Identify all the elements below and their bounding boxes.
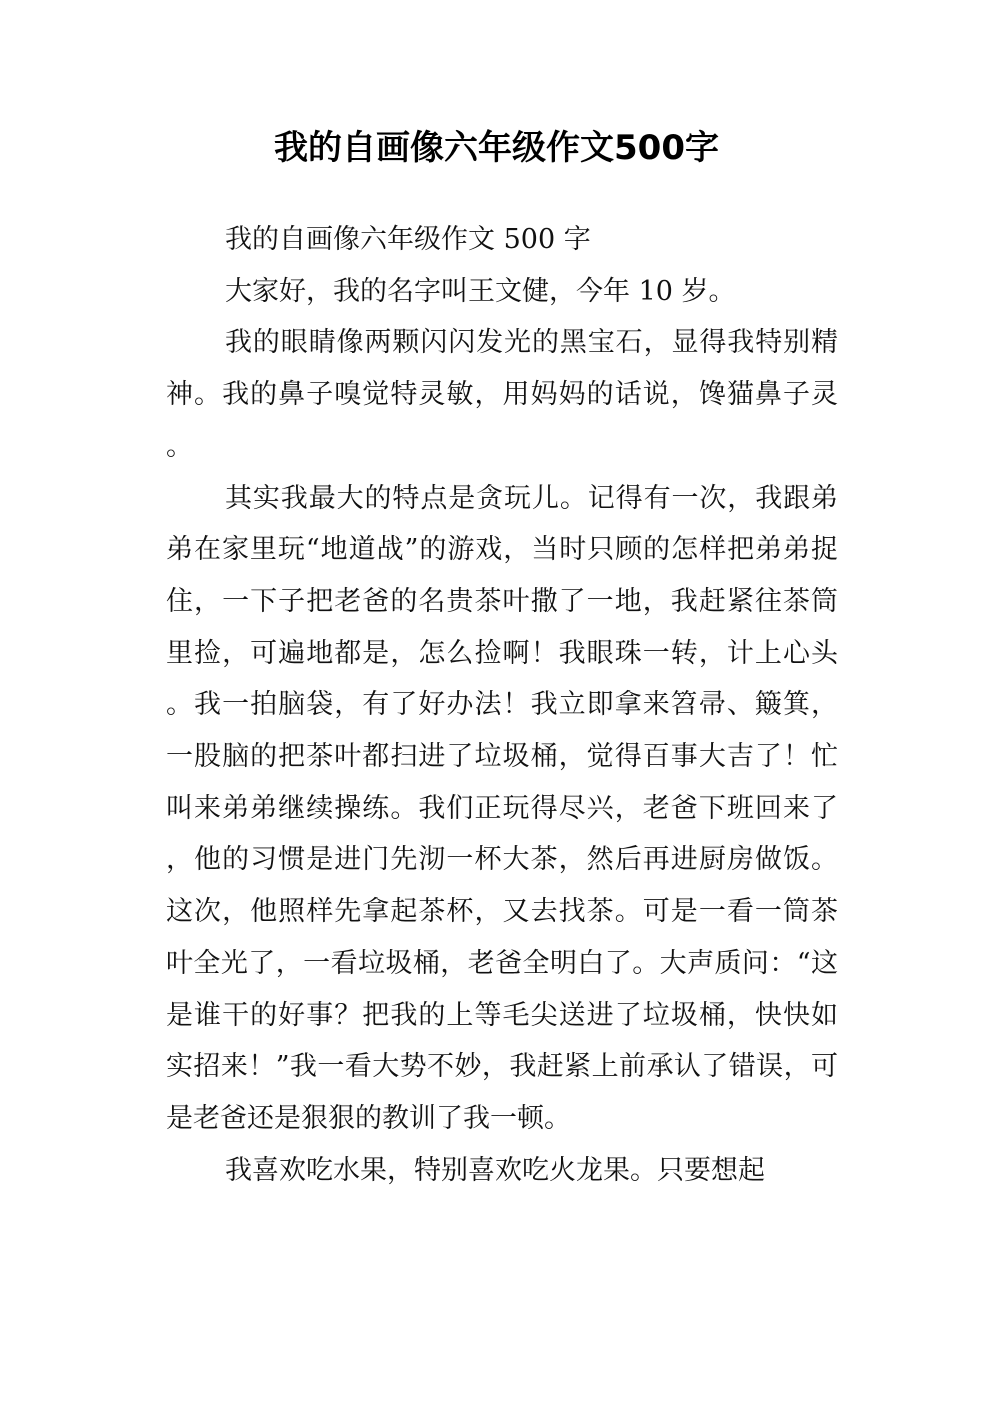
paragraph-subtitle: 我的自画像六年级作文 500 字 [225, 224, 591, 255]
paragraph-intro: 大家好，我的名字叫王文健，今年 10 岁。 [225, 275, 736, 307]
document-title: 我的自画像六年级作文500字 [274, 128, 719, 168]
paragraph-fruit: 我喜欢吃水果，特别喜欢吃火龙果。只要想起 [225, 1154, 765, 1186]
paragraph-appearance: 我的眼睛像两颗闪闪发光的黑宝石，显得我特别精神。我的鼻子嗅觉特灵敏，用妈妈的话说，馋猫鼻子灵。 [166, 327, 838, 462]
document-body [166, 214, 838, 1196]
paragraph-story: 其实我最大的特点是贪玩儿。记得有一次，我跟弟弟在家里玩“地道战”的游戏，当时只顾的怎样把弟弟捉住，一下子把老爸的名贵茶叶撒了一地，我赶紧往茶筒里捡，可遍地都是，怎么捡啊！我眼珠一转，计上心头。我一拍脑袋，有了好办法！我立即拿来笤帚、簸箕，一股脑的把茶叶都扫进了垃圾桶，觉得百事大吉了！忙叫来弟弟继续操练。我们正玩得尽兴，老爸下班回来了，他的习惯是进门先沏一杯大茶，然后再进厨房做饭。这次，他照样先拿起茶杯，又去找茶。可是一看一筒茶叶全光了，一看垃圾桶，老爸全明白了。大声质问：“这是谁干的好事？把我的上等毛尖送进了垃圾桶，快快如实招来！”我一看大势不妙，我赶紧上前承认了错误，可是老爸还是狠狠的教训了我一顿。 [166, 482, 838, 1134]
